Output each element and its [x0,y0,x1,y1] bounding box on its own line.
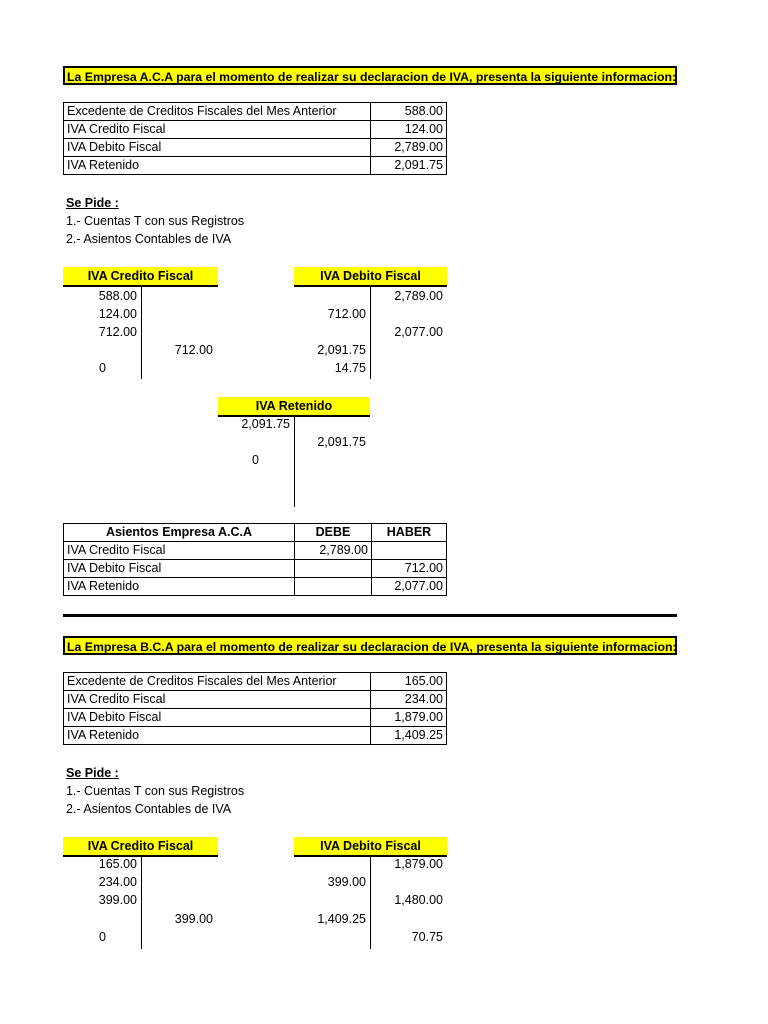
table-row [64,691,447,709]
t-account-title: IVA Debito Fiscal [294,837,447,857]
t-haber-value: 2,091.75 [317,435,366,449]
table-row [64,157,447,175]
info-value: 165.00 [371,673,447,691]
t-haber-value: 2,077.00 [394,325,443,339]
table-row [64,578,447,596]
haber-cell: 2,077.00 [372,578,447,596]
column-header: Asientos Empresa A.C.A [64,524,295,542]
section-divider [63,614,677,617]
table-row [64,103,447,121]
info-label: Excedente de Creditos Fiscales del Mes Anterior [64,103,371,121]
table-row [64,727,447,745]
t-debe-value: 399.00 [98,893,137,907]
info-value: 1,409.25 [371,727,447,745]
t-haber-value: 70.75 [411,930,443,944]
t-account-divider [141,287,142,379]
t-debe-value: 399.00 [327,875,366,889]
cuenta-cell: IVA Retenido [64,578,295,596]
table-row [64,560,447,578]
info-label: IVA Credito Fiscal [64,691,371,709]
t-debe-value: 124.00 [98,307,137,321]
column-header: DEBE [295,524,372,542]
info-label: Excedente de Creditos Fiscales del Mes Anterior [64,673,371,691]
task-1: 1.- Cuentas T con sus Registros [66,784,245,798]
se-pide-label: Se Pide : [66,766,119,780]
t-debe-value: 14.75 [334,361,366,375]
t-debe-value: 2,091.75 [317,343,366,357]
table-row [64,673,447,691]
info-label: IVA Debito Fiscal [64,139,371,157]
t-debe-value: 1,409.25 [317,912,366,926]
t-account-title: IVA Credito Fiscal [63,837,218,857]
t-debe-value: 712.00 [98,325,137,339]
section2-info-table [63,672,447,745]
task-1: 1.- Cuentas T con sus Registros [66,214,245,228]
task-2: 2.- Asientos Contables de IVA [66,232,232,246]
info-value: 124.00 [371,121,447,139]
info-value: 588.00 [371,103,447,121]
t-debe-value: 165.00 [98,857,137,871]
t-debe-value: 0 [252,453,259,467]
t-haber-value: 399.00 [174,912,213,926]
t-account-divider [370,857,371,949]
haber-cell [372,542,447,560]
t-haber-value: 2,789.00 [394,289,443,303]
t-debe-value: 712.00 [327,307,366,321]
t-account-divider [141,857,142,949]
column-header: HABER [372,524,447,542]
t-haber-value: 712.00 [174,343,213,357]
debe-cell [295,560,372,578]
task-2: 2.- Asientos Contables de IVA [66,802,232,816]
cuenta-cell: IVA Debito Fiscal [64,560,295,578]
t-account-title: IVA Credito Fiscal [63,267,218,287]
t-account-divider [294,417,295,507]
asientos-table [63,523,447,596]
info-label: IVA Retenido [64,727,371,745]
t-debe-value: 234.00 [98,875,137,889]
info-label: IVA Retenido [64,157,371,175]
info-label: IVA Debito Fiscal [64,709,371,727]
table-row [64,542,447,560]
t-debe-value: 0 [99,930,106,944]
section1-info-table [63,102,447,175]
t-account-title: IVA Debito Fiscal [294,267,447,287]
table-header-row [64,524,447,542]
info-value: 2,789.00 [371,139,447,157]
haber-cell: 712.00 [372,560,447,578]
debe-cell [295,578,372,596]
info-value: 2,091.75 [371,157,447,175]
section2-header: La Empresa B.C.A para el momento de realizar su declaracion de IVA, presenta la siguiente informacion: [63,636,677,655]
se-pide-label: Se Pide : [66,196,119,210]
t-debe-value: 0 [99,361,106,375]
table-row [64,121,447,139]
t-debe-value: 588.00 [98,289,137,303]
info-label: IVA Credito Fiscal [64,121,371,139]
section1-header: La Empresa A.C.A para el momento de realizar su declaracion de IVA, presenta la siguiente informacion: [63,66,677,85]
table-row [64,709,447,727]
cuenta-cell: IVA Credito Fiscal [64,542,295,560]
t-account-title: IVA Retenido [218,397,370,417]
t-haber-value: 1,879.00 [394,857,443,871]
t-debe-value: 2,091.75 [241,417,290,431]
t-account-divider [370,287,371,379]
table-row [64,139,447,157]
info-value: 234.00 [371,691,447,709]
debe-cell: 2,789.00 [295,542,372,560]
t-haber-value: 1,480.00 [394,893,443,907]
info-value: 1,879.00 [371,709,447,727]
